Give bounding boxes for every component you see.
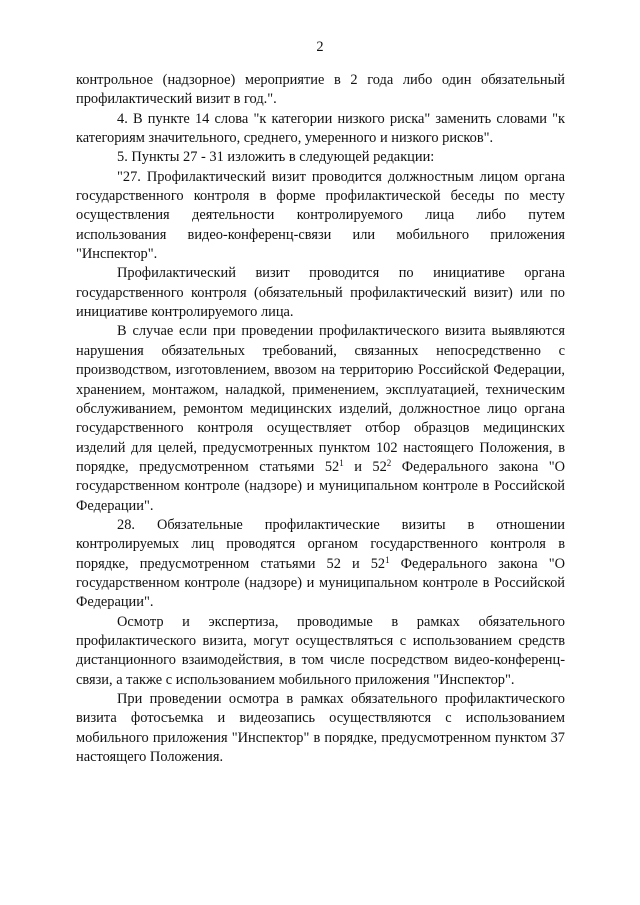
point-28-text-a: 28. Обязательные профилактические визиты в отношении контролируемых лиц проводятся органом государственного контроля в порядке, предусмотренном статьями 52 и 52	[76, 516, 565, 572]
document-body	[76, 71, 565, 767]
paragraph-item-5: 5. Пункты 27 - 31 изложить в следующей редакции:	[117, 149, 435, 166]
paragraph-inspection-remote: Осмотр и экспертиза, проводимые в рамках обязательного профилактического визита, могут осуществляться с использованием средств дистанционного взаимодействия, в том числе посредством видео-конференц-связи, а также с использованием мобильного приложения "Инспектор".	[76, 613, 565, 688]
page-number: 2	[316, 39, 324, 55]
paragraph-point-27: "27. Профилактический визит проводится должностным лицом органа государственного контроля в форме профилактической беседы по месту осуществления деятельности контролируемого лица либо путем использования видео-конференц-связи или мобильного приложения "Инспектор".	[76, 168, 565, 263]
superscript-2: 2	[386, 457, 392, 468]
superscript-1: 1	[385, 554, 390, 565]
sampling-text-c: Федерального закона "О государственном контроле (надзоре) и муниципальном контроле в Российской Федерации".	[76, 458, 565, 514]
paragraph-photo-video: При проведении осмотра в рамках обязательного профилактического визита фотосъемка и видеозапись осуществляются с использованием мобильного приложения "Инспектор" в порядке, предусмотренном пунктом 37 настоящего Положения.	[76, 691, 565, 766]
superscript-1: 1	[339, 457, 344, 468]
paragraph-item-4: 4. В пункте 14 слова "к категории низкого риска" заменить словами "к категориям значительного, среднего, умеренного и низкого рисков".	[76, 110, 565, 147]
paragraph-sampling	[76, 322, 565, 515]
paragraph-visit-initiative: Профилактический визит проводится по инициативе органа государственного контроля (обязательный профилактический визит) или по инициативе контролируемого лица.	[76, 265, 565, 321]
point-28-text-b: Федерального закона "О государственном контроле (надзоре) и муниципальном контроле в Российской Федерации".	[76, 555, 565, 611]
paragraph-continuation: контрольное (надзорное) мероприятие в 2 года либо один обязательный профилактический визит в год.".	[76, 72, 565, 108]
sampling-text-a: В случае если при проведении профилактического визита выявляются нарушения обязательных требований, связанных непосредственно с производством, изготовлением, ввозом на территорию Российской Федерации, хранением, монтажом, наладкой, применением, эксплуатацией, техническим обслуживанием, ремонтом медицинских изделий, должностное лицо органа государственного контроля осуществляет отбор образцов медицинских изделий для целей, предусмотренных пунктом 102 настоящего Положения, в порядке, предусмотренном статьями 52	[76, 323, 565, 475]
paragraph-point-28	[76, 516, 565, 613]
sampling-text-b: и 52	[343, 458, 387, 475]
